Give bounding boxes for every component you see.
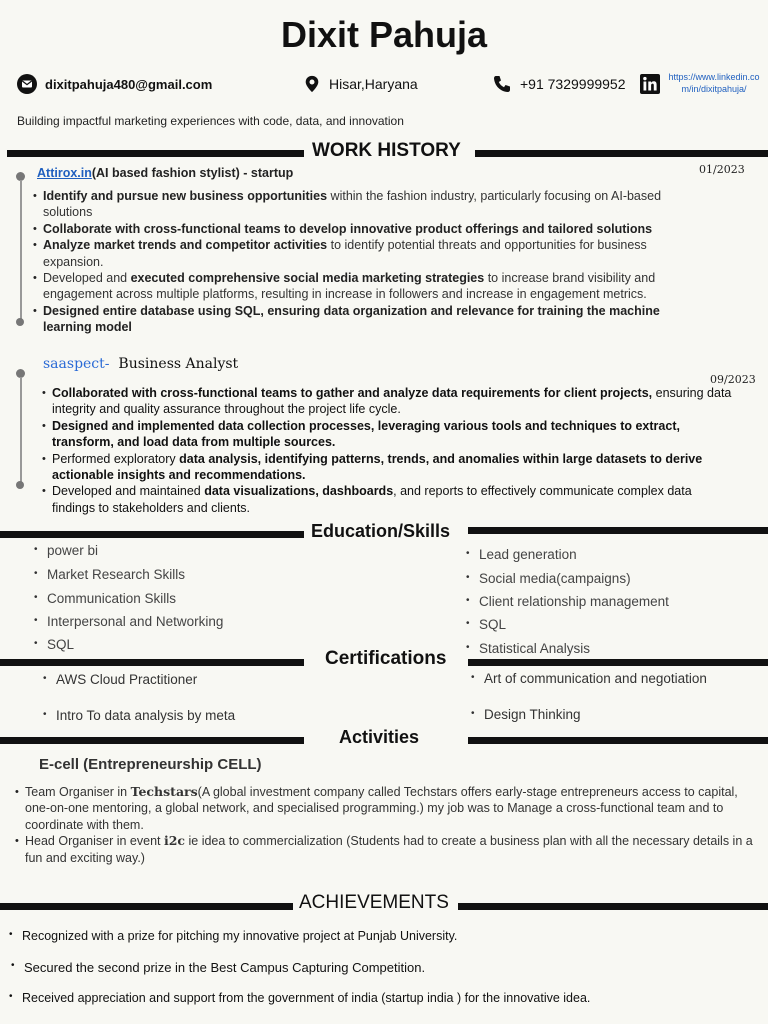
certification-item: • AWS Cloud Practitioner [56,672,197,687]
linkedin-url-line1[interactable]: https://www.linkedin.co [668,72,760,82]
achievement-item: • Secured the second prize in the Best Campus Capturing Competition. [24,960,425,975]
skill-item: • SQL [479,617,506,632]
section-title-work-history: WORK HISTORY [312,140,461,161]
skill-item: • power bi [47,543,98,558]
job-date: 01/2023 [699,163,745,176]
section-title-certifications: Certifications [325,648,447,669]
contact-phone[interactable] [492,74,626,94]
activities-list [25,784,755,866]
timeline-dot [16,481,24,489]
phone-text: +91 7329999952 [520,76,626,92]
timeline-line [20,180,22,322]
section-rule-left [7,150,304,157]
location-text: Hisar,Haryana [329,76,418,92]
section-rule-left [0,659,304,666]
section-title-education-skills: Education/Skills [311,521,451,541]
list-item: • Developed and executed comprehensive social media marketing strategies to increase brand visibility and engagement across multiple platforms, resulting in increase in followers and increase in engagement metrics. [43,270,703,303]
list-item: • Identify and pursue new business opportunities within the fashion industry, particularly focusing on AI-based solutions [43,188,703,221]
skill-item: • Social media(campaigns) [479,571,631,586]
timeline-dot [16,318,24,326]
candidate-name: Dixit Pahuja [280,14,488,55]
job-bullets-attirox [43,188,703,336]
email-icon [17,74,37,94]
contact-location [303,74,418,94]
job-role: (AI based fashion stylist) - startup [91,166,294,180]
job-title-saaspect [43,356,238,372]
list-item: • Collaborate with cross-functional teams to develop innovative product offerings and tailored solutions [43,221,703,237]
linkedin-url-line2[interactable]: m/in/dixitpahuja/ [681,84,747,94]
job-date: 09/2023 [710,373,756,386]
job-bullets-saaspect [52,385,732,516]
achievement-item: • Received appreciation and support from the government of india (startup india ) for the innovative idea. [22,991,590,1005]
section-rule-right [468,527,768,534]
list-item: • Analyze market trends and competitor activities to identify potential threats and opportunities for business expansion. [43,237,703,270]
job-title-attirox [37,166,293,180]
certification-item: • Art of communication and negotiation [484,671,707,686]
section-title-achievements: ACHIEVEMENTS [299,892,449,913]
list-item: • Developed and maintained data visualizations, dashboards, and reports to effectively communicate complex data findings to stakeholders and clients. [52,483,732,516]
contact-email[interactable] [17,74,212,94]
company-link-attirox[interactable]: Attirox.in [37,166,92,180]
skill-item: • Market Research Skills [47,567,185,582]
section-title-activities: Activities [339,727,420,747]
phone-icon [492,74,512,94]
section-rule-right [475,150,768,157]
email-text: dixitpahuja480@gmail.com [45,76,213,92]
section-rule-right [458,903,768,910]
skill-item: • Statistical Analysis [479,641,590,656]
list-item: • Head Organiser in event i2c ie idea to commercialization (Students had to create a business plan with all the necessary details in a fun and exciting way.) [25,833,755,866]
list-item: • Team Organiser in Techstars(A global investment company called Techstars offers early-stage entrepreneurs access to capital, one-on-one mentoring, a global network, and specialised programming.) my job was to Manage a cross-functional team and to coordinate with them. [25,784,755,833]
section-rule-left [0,903,293,910]
skill-item: • Interpersonal and Networking [47,614,223,629]
list-item: • Performed exploratory data analysis, identifying patterns, trends, and anomalies within large datasets to derive actionable insights and recommendations. [52,451,732,484]
skill-item: • Communication Skills [47,591,176,606]
location-icon [303,74,321,94]
activities-subtitle: E-cell (Entrepreneurship CELL) [39,756,262,773]
list-item: • Designed entire database using SQL, ensuring data organization and relevance for training the machine learning model [43,303,703,336]
brand-techstars: Techstars [130,784,198,799]
list-item: • Collaborated with cross-functional teams to gather and analyze data requirements for client projects, ensuring data integrity and quality assurance throughout the project life cycle. [52,385,732,418]
section-rule-left [0,531,304,538]
brand-i2c: i2c [163,833,186,849]
section-rule-right [468,659,768,666]
company-name-saaspect: saaspect- [43,356,110,372]
tagline: Building impactful marketing experiences with code, data, and innovation [17,114,404,128]
achievement-item: • Recognized with a prize for pitching my innovative project at Punjab University. [22,929,457,943]
timeline-line [20,377,22,485]
section-rule-left [0,737,304,744]
skill-item: • Lead generation [479,547,577,562]
skill-item: • Client relationship management [479,594,669,609]
linkedin-icon [640,74,660,94]
certification-item: • Design Thinking [484,707,581,722]
certification-item: • Intro To data analysis by meta [56,708,235,723]
list-item: • Designed and implemented data collection processes, leveraging various tools and techniques to extract, transform, and load data from multiple sources. [52,418,732,451]
section-rule-right [468,737,768,744]
skill-item: • SQL [47,637,74,652]
job-role: Business Analyst [118,356,239,372]
